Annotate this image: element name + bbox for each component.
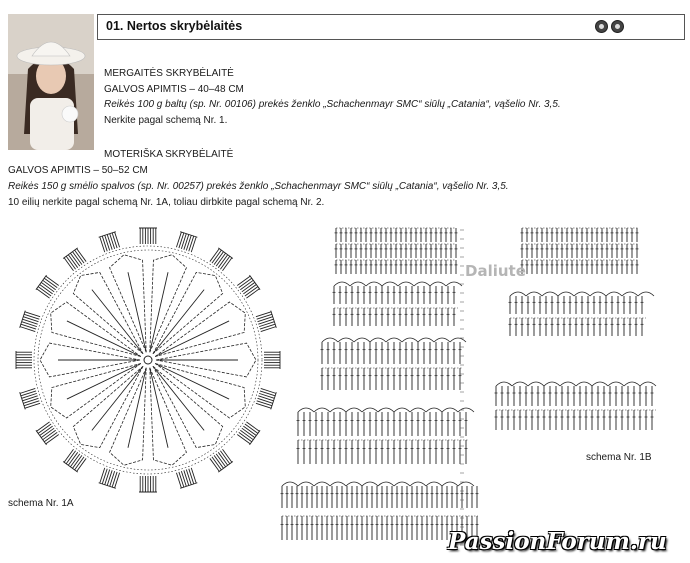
daliute-watermark: Daliute	[465, 262, 526, 280]
schema-2-diagram	[280, 226, 480, 554]
passionforum-watermark: PassionForum.ru	[448, 528, 667, 555]
schema-1a-diagram	[5, 225, 295, 495]
girl-hat-instructions: Nerkite pagal schemą Nr. 1.	[104, 115, 228, 126]
girl-hat-title: MERGAITĖS SKRYBĖLAITĖ	[104, 68, 234, 79]
woman-hat-size: GALVOS APIMTIS – 50–52 CM	[8, 165, 148, 176]
difficulty-indicator	[595, 20, 624, 33]
woman-hat-materials: Reikės 150 g smėlio spalvos (sp. Nr. 00257) prekės ženklo „Schachenmayr SMC“ siūlų „Catania“, vąšelio Nr. 3,5.	[8, 181, 509, 192]
girl-hat-materials: Reikės 100 g baltų (sp. Nr. 00106) prekės ženklo „Schachenmayr SMC“ siūlų „Catania“, vąšelio Nr. 3,5.	[104, 99, 561, 110]
schema-1b-label: schema Nr. 1B	[586, 452, 652, 463]
schema-1b-diagram	[494, 226, 659, 436]
woman-hat-instructions: 10 eilių nerkite pagal schemą Nr. 1A, toliau dirbkite pagal schemą Nr. 2.	[8, 197, 325, 208]
girl-with-hat-illustration	[8, 14, 94, 150]
ball-of-yarn-icon	[611, 20, 624, 33]
girl-hat-size: GALVOS APIMTIS – 40–48 CM	[104, 84, 244, 95]
ball-of-yarn-icon	[595, 20, 608, 33]
woman-hat-title: MOTERIŠKA SKRYBĖLAITĖ	[104, 149, 234, 160]
pattern-header	[97, 14, 685, 40]
product-photo	[8, 14, 94, 150]
pattern-title: 01. Nertos skrybėlaitės	[106, 19, 243, 33]
schema-1a-label: schema Nr. 1A	[8, 498, 74, 509]
